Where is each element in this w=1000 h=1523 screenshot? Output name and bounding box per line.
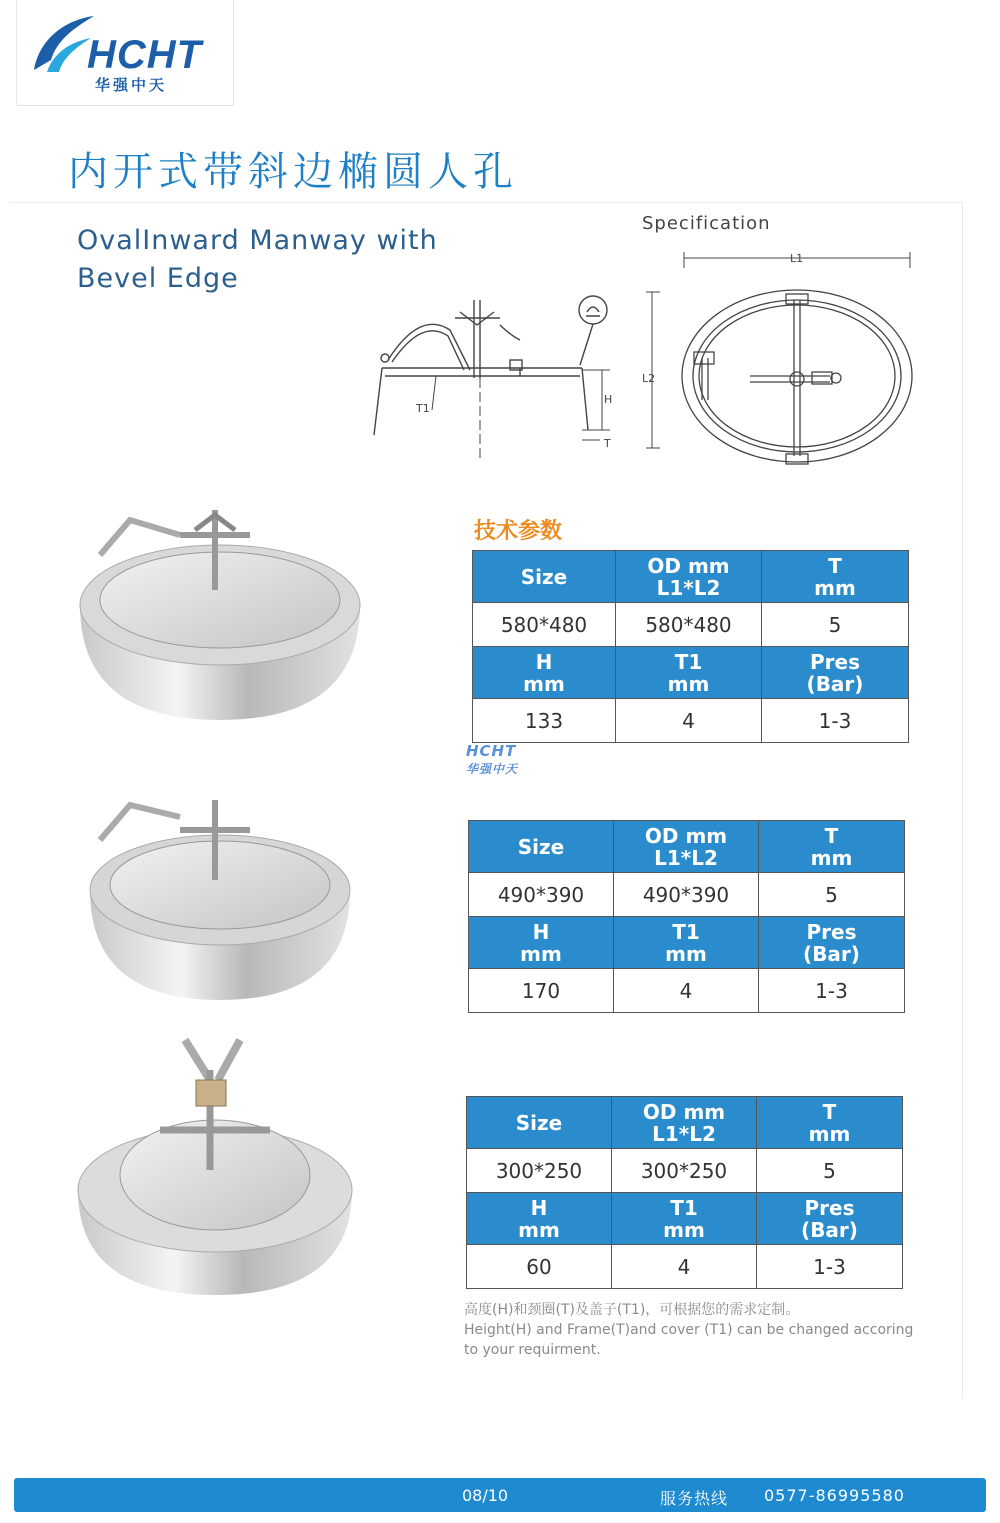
cell-h: 133 (473, 699, 616, 743)
spec-table-3 (466, 1096, 903, 1289)
header-pres-line1: Pres (806, 919, 857, 944)
header-t (757, 1097, 903, 1149)
title-en-line1: OvalInward Manway with (77, 225, 438, 256)
side-view-drawing (360, 290, 630, 460)
customization-note (464, 1300, 913, 1360)
page-title-chinese: 内开式带斜边椭圆人孔 (68, 149, 518, 195)
title-en-line2: Bevel Edge (77, 263, 239, 294)
product-image-490x390 (80, 795, 370, 1005)
spec-table-1 (472, 550, 909, 743)
header-pres-line2: (Bar) (806, 671, 864, 696)
header-size-text: Size (515, 1110, 563, 1135)
header-t (762, 551, 909, 603)
header-t1 (612, 1193, 757, 1245)
header-od-line1: OD mm (642, 1099, 726, 1124)
header-pres-line2: (Bar) (801, 1217, 858, 1242)
header-od-line2: L1*L2 (656, 575, 721, 600)
watermark-text: HCHT (466, 742, 517, 760)
label-l1: L1 (790, 252, 804, 265)
cell-h: 60 (467, 1245, 612, 1289)
header-t (759, 821, 905, 873)
header-t1-line1: T1 (672, 919, 700, 944)
specification-label: Specification (642, 213, 771, 234)
header-h-line1: H (532, 919, 550, 944)
header-pres (762, 647, 909, 699)
header-size (473, 551, 616, 603)
cell-t: 5 (757, 1149, 903, 1193)
header-t1-line2: mm (667, 671, 710, 696)
header-t1-line2: mm (663, 1217, 705, 1242)
cell-od: 490*390 (614, 873, 759, 917)
header-h-line1: H (535, 649, 553, 674)
header-od-line1: OD mm (647, 553, 730, 578)
header-od-line1: OD mm (644, 823, 728, 848)
cell-t1: 4 (616, 699, 762, 743)
header-pres (759, 917, 905, 969)
cell-size: 300*250 (467, 1149, 612, 1193)
header-h (469, 917, 614, 969)
cell-od: 300*250 (612, 1149, 757, 1193)
header-size (467, 1097, 612, 1149)
note-english-line2: to your requirment. (464, 1342, 601, 1358)
cell-pres: 1-3 (759, 969, 905, 1013)
header-pres (757, 1193, 903, 1245)
header-t-line2: mm (814, 575, 856, 600)
header-h-line2: mm (518, 1217, 560, 1242)
hotline-phone: 0577-86995580 (764, 1486, 905, 1505)
header-h (473, 647, 616, 699)
header-h-line2: mm (523, 671, 565, 696)
header-od-line2: L1*L2 (652, 1121, 716, 1146)
cell-size: 490*390 (469, 873, 614, 917)
label-h: H (604, 393, 613, 406)
note-chinese: 高度(H)和颈圈(T)及盖子(T1)，可根据您的需求定制。 (464, 1302, 800, 1318)
header-t-line1: T (824, 823, 839, 848)
page-title-english (77, 222, 438, 298)
cell-pres: 1-3 (757, 1245, 903, 1289)
product-image-300x250 (70, 1030, 360, 1300)
cell-t: 5 (762, 603, 909, 647)
cell-size: 580*480 (473, 603, 616, 647)
header-h (467, 1193, 612, 1245)
header-od (616, 551, 762, 603)
cell-t1: 4 (614, 969, 759, 1013)
header-size (469, 821, 614, 873)
top-view-drawing (640, 248, 940, 470)
cell-t1: 4 (612, 1245, 757, 1289)
header-t1-line1: T1 (670, 1195, 698, 1220)
header-h-line2: mm (520, 941, 562, 966)
header-size-text: Size (517, 834, 565, 859)
watermark-chinese: 华强中天 (466, 762, 519, 776)
label-t: T (604, 437, 611, 450)
header-pres-line1: Pres (804, 1195, 855, 1220)
header-t-line2: mm (808, 1121, 851, 1146)
watermark-logo (466, 742, 518, 777)
header-size-text: Size (520, 564, 568, 589)
cell-od: 580*480 (616, 603, 762, 647)
spec-table-2 (468, 820, 905, 1013)
company-logo (16, 0, 234, 106)
page-number: 08/10 (462, 1486, 509, 1505)
tech-params-title: 技术参数 (474, 519, 563, 544)
header-od (612, 1097, 757, 1149)
header-pres-line2: (Bar) (803, 941, 860, 966)
header-t1 (616, 647, 762, 699)
logo-text: HCHT (87, 33, 203, 77)
header-h-line1: H (530, 1195, 548, 1220)
cell-t: 5 (759, 873, 905, 917)
header-t-line1: T (822, 1099, 837, 1124)
header-t1 (614, 917, 759, 969)
header-t-line2: mm (810, 845, 853, 870)
header-od-line2: L1*L2 (654, 845, 718, 870)
header-t-line1: T (828, 553, 842, 578)
cell-h: 170 (469, 969, 614, 1013)
logo-chinese-text: 华强中天 (95, 76, 168, 94)
header-t1-line2: mm (665, 941, 707, 966)
header-pres-line1: Pres (810, 649, 860, 674)
cell-pres: 1-3 (762, 699, 909, 743)
header-t1-line1: T1 (674, 649, 703, 674)
hotline-label: 服务热线 (660, 1489, 729, 1508)
footer-bar (14, 1478, 986, 1512)
label-l2: L2 (642, 372, 656, 385)
header-od (614, 821, 759, 873)
note-english-line1: Height(H) and Frame(T)and cover (T1) can be changed accoring (464, 1322, 914, 1338)
label-t1: T1 (416, 402, 430, 415)
product-image-580x480 (70, 495, 380, 725)
